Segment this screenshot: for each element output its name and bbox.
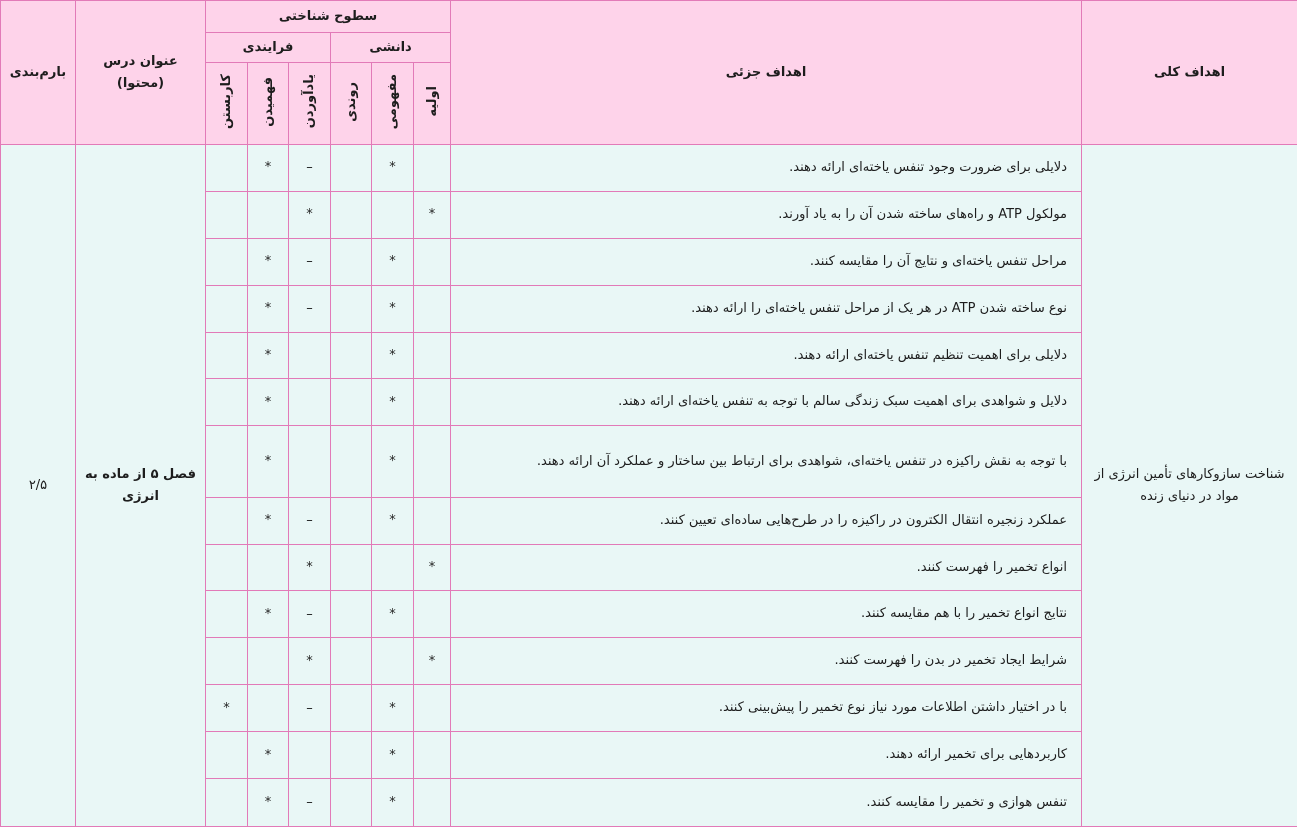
- knowledge-header: دانشی: [331, 33, 451, 63]
- partial-goals-header: اهداف جزئی: [451, 1, 1082, 145]
- recall-mark: *: [289, 544, 331, 591]
- conceptual-mark: *: [372, 379, 414, 426]
- conceptual-mark: *: [372, 685, 414, 732]
- recall-mark: –: [289, 591, 331, 638]
- lesson-cell: فصل ۵ از ماده به انرژی: [76, 145, 206, 827]
- recall-mark: –: [289, 497, 331, 544]
- understanding-mark: [248, 638, 289, 685]
- score-cell: ۲/۵: [1, 145, 76, 827]
- objective-text: انواع تخمیر را فهرست کنند.: [451, 544, 1082, 591]
- primary-mark: [414, 379, 451, 426]
- primary-mark: *: [414, 638, 451, 685]
- primary-mark: [414, 497, 451, 544]
- objective-text: دلایل و شواهدی برای اهمیت سبک زندگی سالم با توجه به تنفس یاخته‌ای ارائه دهند.: [451, 379, 1082, 426]
- objective-text: نتایج انواع تخمیر را با هم مقایسه کنند.: [451, 591, 1082, 638]
- recall-mark: [289, 732, 331, 779]
- level-procedural-header: روندی: [331, 63, 372, 145]
- recall-mark: –: [289, 685, 331, 732]
- understanding-mark: *: [248, 145, 289, 192]
- level-applying-header: کاربستن: [206, 63, 248, 145]
- applying-mark: [206, 145, 248, 192]
- objective-text: کاربردهایی برای تخمیر ارائه دهند.: [451, 732, 1082, 779]
- procedural-mark: [331, 638, 372, 685]
- understanding-mark: *: [248, 426, 289, 497]
- applying-mark: [206, 732, 248, 779]
- applying-mark: [206, 591, 248, 638]
- objective-text: مولکول ATP و راه‌های ساخته شدن آن را به یاد آورند.: [451, 191, 1082, 238]
- primary-mark: [414, 426, 451, 497]
- procedural-mark: [331, 145, 372, 192]
- applying-mark: [206, 332, 248, 379]
- procedural-mark: [331, 379, 372, 426]
- recall-mark: –: [289, 238, 331, 285]
- understanding-mark: *: [248, 285, 289, 332]
- objective-text: دلایلی برای ضرورت وجود تنفس یاخته‌ای ارائه دهند.: [451, 145, 1082, 192]
- procedural-mark: [331, 285, 372, 332]
- applying-mark: [206, 238, 248, 285]
- understanding-mark: [248, 685, 289, 732]
- recall-mark: [289, 379, 331, 426]
- conceptual-mark: *: [372, 238, 414, 285]
- general-goals-header: اهداف کلی: [1082, 1, 1297, 145]
- understanding-mark: *: [248, 779, 289, 827]
- primary-mark: [414, 779, 451, 827]
- procedural-mark: [331, 732, 372, 779]
- primary-mark: [414, 732, 451, 779]
- understanding-mark: *: [248, 591, 289, 638]
- applying-mark: [206, 285, 248, 332]
- recall-mark: [289, 332, 331, 379]
- recall-mark: *: [289, 638, 331, 685]
- procedural-mark: [331, 332, 372, 379]
- recall-mark: *: [289, 191, 331, 238]
- lesson-title-label: عنوان درس: [103, 53, 178, 69]
- applying-mark: [206, 544, 248, 591]
- general-goal-cell: شناخت سازوکارهای تأمین انرژی از مواد در دنیای زنده: [1082, 145, 1297, 827]
- procedural-mark: [331, 779, 372, 827]
- level-conceptual-header: مفهومی: [372, 63, 414, 145]
- understanding-mark: *: [248, 238, 289, 285]
- applying-mark: [206, 191, 248, 238]
- recall-mark: –: [289, 145, 331, 192]
- procedural-mark: [331, 191, 372, 238]
- conceptual-mark: *: [372, 145, 414, 192]
- procedural-mark: [331, 685, 372, 732]
- objective-text: با در اختیار داشتن اطلاعات مورد نیاز نوع تخمیر را پیش‌بینی کنند.: [451, 685, 1082, 732]
- conceptual-mark: *: [372, 426, 414, 497]
- conceptual-mark: *: [372, 732, 414, 779]
- understanding-mark: *: [248, 732, 289, 779]
- understanding-mark: [248, 544, 289, 591]
- procedural-mark: [331, 591, 372, 638]
- applying-mark: [206, 497, 248, 544]
- procedural-mark: [331, 426, 372, 497]
- understanding-mark: *: [248, 379, 289, 426]
- procedural-mark: [331, 544, 372, 591]
- conceptual-mark: *: [372, 332, 414, 379]
- conceptual-mark: *: [372, 285, 414, 332]
- objective-text: مراحل تنفس یاخته‌ای و نتایج آن را مقایسه کنند.: [451, 238, 1082, 285]
- primary-mark: *: [414, 191, 451, 238]
- primary-mark: [414, 145, 451, 192]
- understanding-mark: *: [248, 497, 289, 544]
- conceptual-mark: [372, 191, 414, 238]
- primary-mark: [414, 332, 451, 379]
- primary-mark: [414, 285, 451, 332]
- objective-text: شرایط ایجاد تخمیر در بدن را فهرست کنند.: [451, 638, 1082, 685]
- conceptual-mark: *: [372, 779, 414, 827]
- recall-mark: –: [289, 285, 331, 332]
- conceptual-mark: [372, 544, 414, 591]
- recall-mark: [289, 426, 331, 497]
- level-understanding-header: فهمیدن: [248, 63, 289, 145]
- process-header: فرایندی: [206, 33, 331, 63]
- applying-mark: [206, 779, 248, 827]
- understanding-mark: [248, 191, 289, 238]
- primary-mark: [414, 591, 451, 638]
- procedural-mark: [331, 497, 372, 544]
- procedural-mark: [331, 238, 372, 285]
- conceptual-mark: [372, 638, 414, 685]
- objective-text: عملکرد زنجیره انتقال الکترون در راکیزه را در طرح‌هایی ساده‌ای تعیین کنند.: [451, 497, 1082, 544]
- objective-text: نوع ساخته شدن ATP در هر یک از مراحل تنفس یاخته‌ای را ارائه دهند.: [451, 285, 1082, 332]
- lesson-title-sub: (محتوا): [116, 75, 165, 91]
- applying-mark: [206, 379, 248, 426]
- objective-text: دلایلی برای اهمیت تنظیم تنفس یاخته‌ای ارائه دهند.: [451, 332, 1082, 379]
- scoring-header: بارم‌بندی: [1, 1, 76, 145]
- level-primary-header: اولیه: [414, 63, 451, 145]
- cognitive-levels-header: سطوح شناختی: [206, 1, 451, 33]
- lesson-title-header: [76, 1, 206, 145]
- objective-text: تنفس هوازی و تخمیر را مقایسه کنند.: [451, 779, 1082, 827]
- conceptual-mark: *: [372, 591, 414, 638]
- primary-mark: [414, 685, 451, 732]
- applying-mark: [206, 426, 248, 497]
- understanding-mark: *: [248, 332, 289, 379]
- level-recall-header: یادآوردن: [289, 63, 331, 145]
- conceptual-mark: *: [372, 497, 414, 544]
- recall-mark: –: [289, 779, 331, 827]
- objective-text: با توجه به نقش راکیزه در تنفس یاخته‌ای، شواهدی برای ارتباط بین ساختار و عملکرد آن ارائه دهند.: [451, 426, 1082, 497]
- applying-mark: *: [206, 685, 248, 732]
- primary-mark: [414, 238, 451, 285]
- primary-mark: *: [414, 544, 451, 591]
- applying-mark: [206, 638, 248, 685]
- table-row: [1, 145, 1297, 192]
